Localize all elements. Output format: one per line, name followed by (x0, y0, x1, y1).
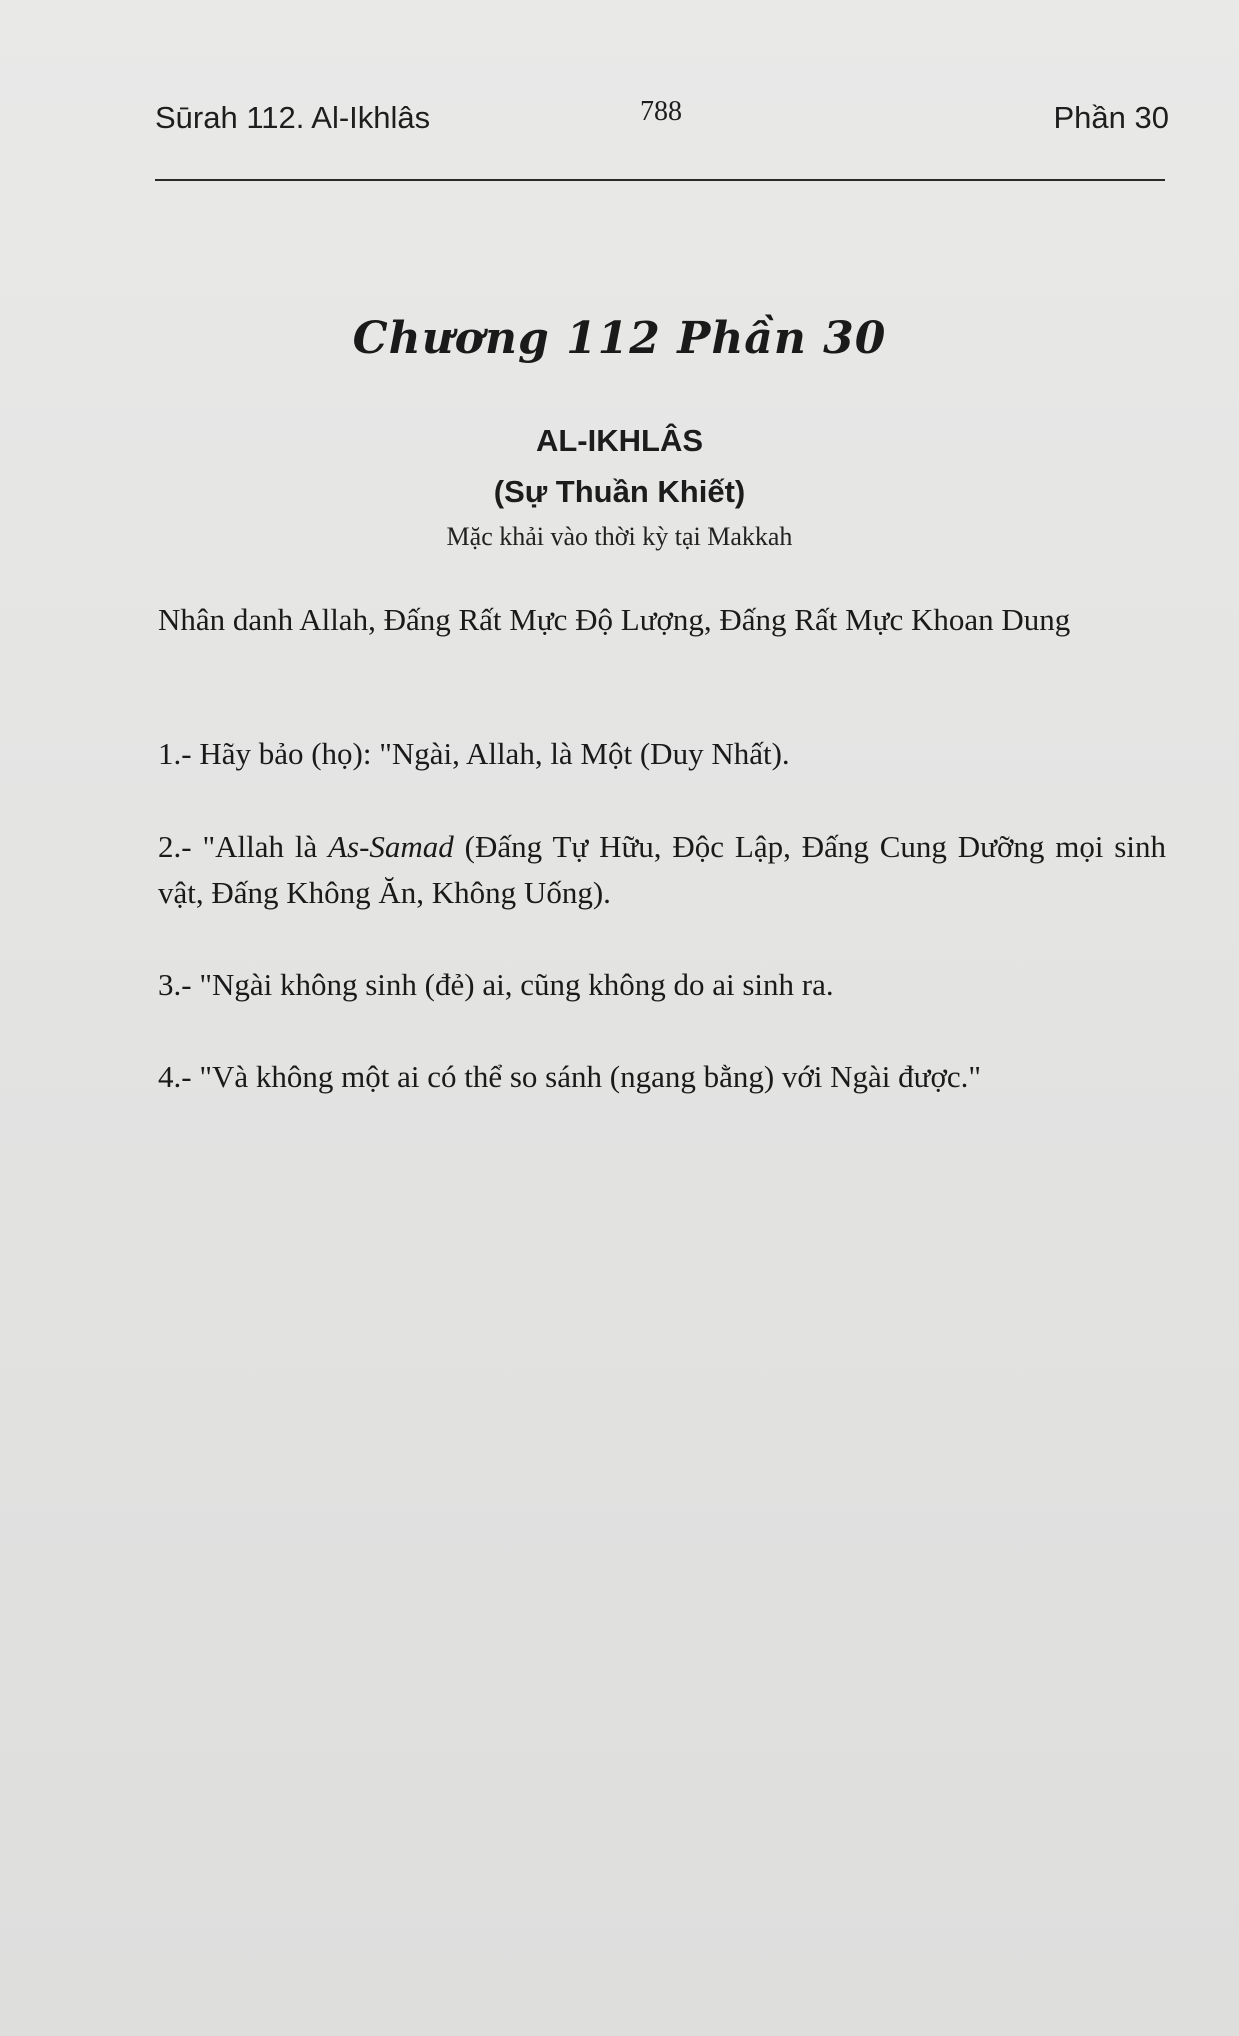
verse-3: 3.- "Ngài không sinh (đẻ) ai, cũng không do ai sinh ra. (158, 967, 834, 1002)
surah-header-label: Sūrah 112. Al-Ikhlâs (155, 100, 431, 135)
page-header (155, 96, 1169, 142)
surah-meaning: (Sự Thuần Khiết) (493, 474, 746, 509)
surah-name: AL-IKHLÂS (535, 423, 704, 458)
verse-1: 1.- Hãy bảo (họ): "Ngài, Allah, là Một (Duy Nhất). (158, 736, 790, 771)
chapter-title: Chương 112 Phần 30 (352, 313, 887, 364)
verse-2-prefix: 2.- "Allah là (158, 829, 329, 864)
revelation-note: Mặc khải vào thời kỳ tại Makkah (446, 522, 793, 551)
page-number: 788 (640, 96, 682, 127)
part-header-label: Phần 30 (1053, 100, 1169, 135)
verse-2 (158, 824, 1166, 916)
verse-4: 4.- "Và không một ai có thể so sánh (ngang bằng) với Ngài được." (158, 1059, 982, 1094)
verse-2-explanation: (Đấng Tự Hữu, Độc Lập, Đấng Cung Dưỡng mọi sinh vật, Đấng Không Ăn, Không Uống). (158, 829, 1166, 910)
verse-2-term: As-Samad (328, 829, 454, 864)
header-divider (155, 179, 1165, 181)
bismillah-paragraph: Nhân danh Allah, Đấng Rất Mực Độ Lượng, Đấng Rất Mực Khoan Dung (158, 602, 1071, 637)
